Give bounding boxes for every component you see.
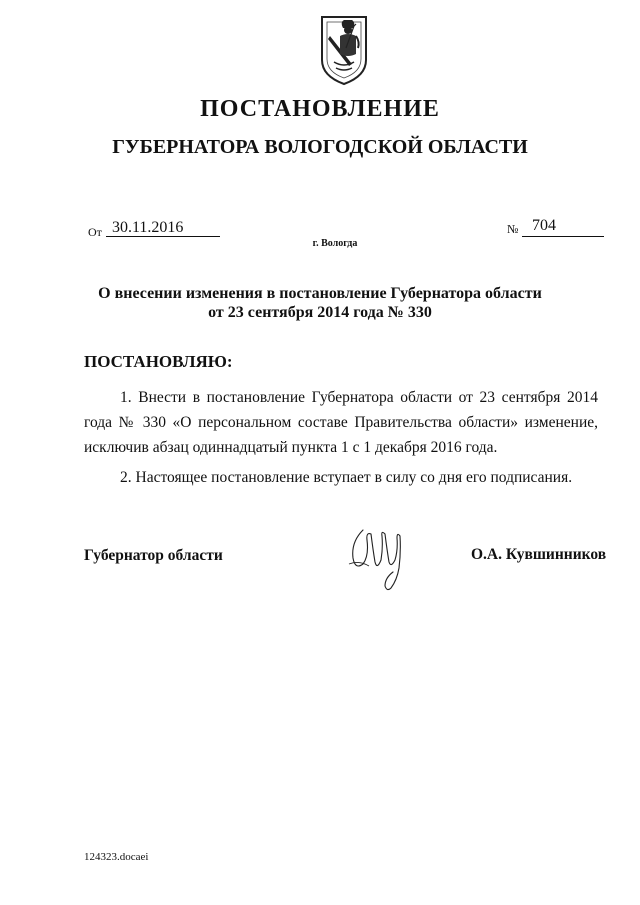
coat-of-arms-emblem xyxy=(318,14,370,86)
signatory-position: Губернатор области xyxy=(84,547,223,564)
subject-line-1: О внесении изменения в постановление Губернатора области xyxy=(98,285,542,302)
document-date: 30.11.2016 xyxy=(112,219,184,236)
document-number: 704 xyxy=(532,217,556,234)
document-title: ПОСТАНОВЛЕНИЕ xyxy=(200,96,440,122)
footer-file-id: 124323.docaei xyxy=(84,851,149,863)
subject-line-2: от 23 сентября 2014 года № 330 xyxy=(208,304,432,321)
decree-heading: ПОСТАНОВЛЯЮ: xyxy=(84,352,233,371)
number-underline xyxy=(522,236,604,237)
document-subtitle: ГУБЕРНАТОРА ВОЛОГОДСКОЙ ОБЛАСТИ xyxy=(112,136,528,158)
signatory-name: О.А. Кувшинников xyxy=(471,546,607,563)
city-label: г. Вологда xyxy=(312,238,358,249)
number-prefix: № xyxy=(507,222,519,236)
paragraph-2: 2. Настоящее постановление вступает в силу со дня его подписания. xyxy=(120,469,573,486)
date-prefix: От xyxy=(88,225,102,239)
paragraph-1: 1. Внести в постановление Губернатора области от 23 сентября 2014 года № 330 «О персональном составе Правительства области» изменение, исключив абзац одиннадцатый пункта 1 с 1 декабря 2016 года. xyxy=(84,389,598,456)
handwritten-signature xyxy=(345,520,409,594)
document-subject xyxy=(0,284,640,322)
